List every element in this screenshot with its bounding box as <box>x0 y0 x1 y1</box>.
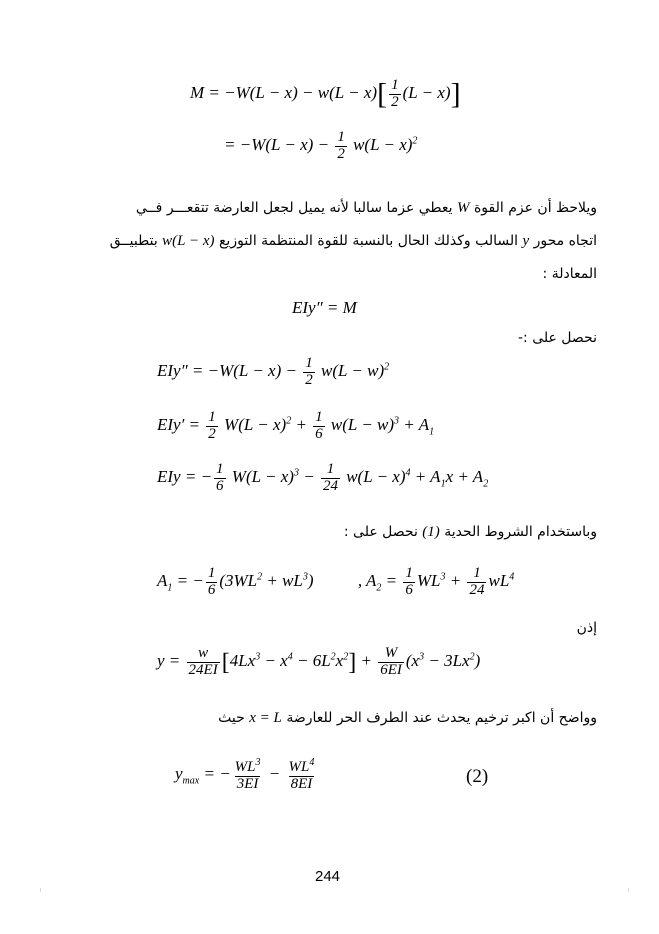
paragraph-obtain: نحصل على :- <box>517 330 597 346</box>
equation-number: (2) <box>466 766 489 787</box>
equation-ely-m: EIy″ = M <box>292 298 357 317</box>
equation-constants: $A_1$ = − $\frac{1}{6}$ $(3WL^2 + wL^3)$ , $A_2$ = $\frac{1}{6}$ $WL^3$ + $\frac{1}{24}$ $wL^4$ <box>157 565 515 598</box>
paragraph-max-deflection: وواضح أن اكبر ترخيم يحدث عند الطرف الحر للعارضة x = L حيث <box>218 710 597 726</box>
paragraph-boundary: وباستخدام الشروط الحدية (1) نحصل على : <box>343 524 597 540</box>
crop-mark <box>628 888 633 892</box>
page-number: 244 <box>315 868 341 885</box>
equation-first-derivative: EIy′ = $\frac{1}{2}$ $W(L - x)^2$ + $\frac{1}{6}$ $w(L - w)^3 + A_1$ <box>157 409 435 442</box>
moment-equation-line1: M = −W(L − x) − w(L − x)[ $\frac{1}{2}$ (L − x)] <box>190 77 461 111</box>
moment-equation-line2: = −W(L − x) − $\frac{1}{2}$ $w(L - x)^2$ <box>224 129 418 162</box>
equation-y: y = $\frac{w}{24EI}$ $[4Lx^3 - x^4 - 6L^2x^2]$ + $\frac{W}{6EI}$ $(x^3 - 3Lx^2)$ <box>157 645 481 678</box>
crop-mark <box>40 888 45 892</box>
equation-ymax: $y_{max}$ = − $\frac{WL^3}{3EI}$ − $\frac{WL^4}{8EI}$ <box>175 757 315 792</box>
paragraph-line-2: اتجاه محور y السالب وكذلك الحال بالنسبة للقوة المنتظمة التوزيع w(L − x) بتطبيــق <box>109 233 597 249</box>
paragraph-therefore: إذن <box>576 620 597 636</box>
paragraph-line-3: المعادلة : <box>542 266 597 282</box>
equation-second-derivative: EIy″ = −W(L − x) − $\frac{1}{2}$ $w(L - w)^2$ <box>157 355 390 388</box>
paragraph-line-1: ويلاحظ أن عزم القوة W يعطي عزما سالبا لأنه يميل لجعل العارضة تتقعـــر فــي <box>135 200 597 216</box>
equation-deflection: EIy = − $\frac{1}{6}$ $W(L - x)^3$ − $\frac{1}{24}$ $w(L - x)^4 + A_1x + A_2$ <box>157 461 489 494</box>
